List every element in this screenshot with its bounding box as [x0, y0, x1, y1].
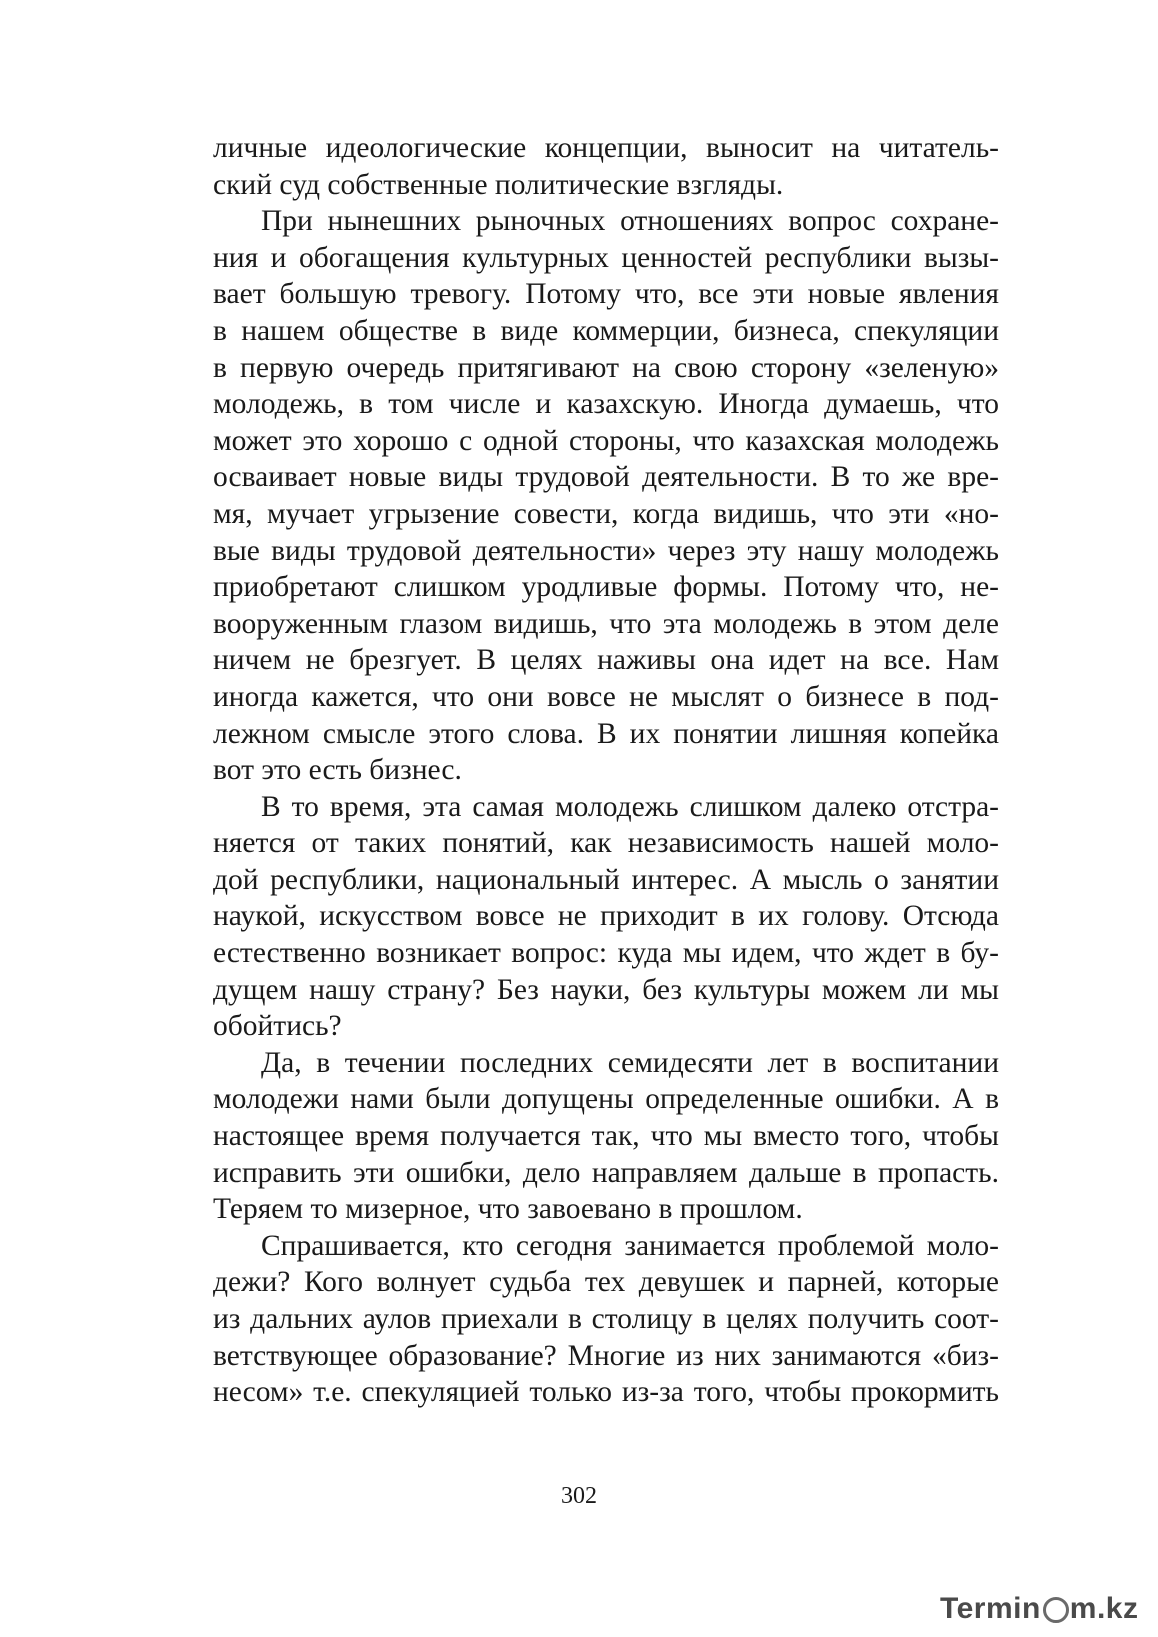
- text-line: Спрашивается, кто сегодня занимается проблемой моло-: [261, 1229, 999, 1262]
- text-line: иногда кажется, что они вовсе не мыслят о бизнесе в под-: [213, 680, 999, 713]
- text-line: личные идеологические концепции, выносит на читатель-: [213, 132, 999, 164]
- text-line: приобретают слишком уродливые формы. Потому что, не-: [213, 571, 999, 604]
- text-line: молодежи нами были допущены определенные ошибки. А в: [213, 1083, 999, 1116]
- text-line: лежном смысле этого слова. В их понятии лишняя копейка: [213, 717, 999, 750]
- text-line: осваивает новые виды трудовой деятельности. В то же вре-: [213, 461, 999, 494]
- text-line: вает большую тревогу. Потому что, все эти новые явления: [213, 278, 999, 311]
- text-line: в первую очередь притягивают на свою сторону «зеленую»: [213, 351, 999, 384]
- text-line: дой республики, национальный интерес. А мысль о занятии: [213, 863, 999, 896]
- text-line: исправить эти ошибки, дело направляем дальше в пропасть.: [213, 1156, 999, 1189]
- text-line: обойтись?: [213, 1010, 342, 1043]
- magnifier-icon: [1043, 1597, 1069, 1623]
- text-line: ветствующее образование? Многие из них занимаются «биз-: [213, 1339, 999, 1372]
- page-text: [213, 130, 999, 1411]
- watermark-text-start: Termin: [940, 1592, 1041, 1625]
- text-line: дущем нашу страну? Без науки, без культуры можем ли мы: [213, 973, 999, 1006]
- text-line: ния и обогащения культурных ценностей республики вызы-: [213, 241, 999, 274]
- text-line: няется от таких понятий, как независимость нашей моло-: [213, 827, 999, 860]
- text-line: дежи? Кого волнует судьба тех девушек и парней, которые: [213, 1266, 999, 1299]
- page-number: 302: [561, 1483, 597, 1509]
- text-line: вооруженным глазом видишь, что эта молодежь в этом деле: [213, 607, 999, 640]
- text-line: может это хорошо с одной стороны, что казахская молодежь: [213, 424, 999, 457]
- text-line: естественно возникает вопрос: куда мы идем, что ждет в бу-: [213, 937, 999, 970]
- text-line: наукой, искусством вовсе не приходит в их голову. Отсюда: [213, 900, 999, 933]
- text-line: вые виды трудовой деятельности» через эту нашу молодежь: [213, 534, 999, 567]
- text-line: молодежь, в том числе и казахскую. Иногда думаешь, что: [213, 388, 999, 421]
- text-line: вот это есть бизнес.: [213, 754, 462, 787]
- text-line: Да, в течении последних семидесяти лет в воспитании: [261, 1046, 999, 1079]
- text-line: При нынешних рыночных отношениях вопрос сохране-: [261, 205, 999, 238]
- text-line: несом» т.е. спекуляцией только из-за того, чтобы прокормить: [213, 1376, 999, 1409]
- text-line: мя, мучает угрызение совести, когда видишь, что эти «но-: [213, 497, 999, 530]
- text-line: настоящее время получается так, что мы вместо того, чтобы: [213, 1120, 999, 1153]
- text-line: В то время, эта самая молодежь слишком далеко отстра-: [261, 790, 999, 823]
- text-line: из дальних аулов приехали в столицу в целях получить соот-: [213, 1303, 999, 1335]
- watermark-text-end: m.kz: [1069, 1592, 1139, 1625]
- text-line: ничем не брезгует. В целях наживы она идет на все. Нам: [213, 644, 999, 677]
- text-line: в нашем обществе в виде коммерции, бизнеса, спекуляции: [213, 314, 999, 347]
- text-line: ский суд собственные политические взгляды.: [213, 168, 784, 201]
- text-line: Теряем то мизерное, что завоевано в прошлом.: [213, 1193, 803, 1226]
- site-watermark: [940, 1589, 1139, 1629]
